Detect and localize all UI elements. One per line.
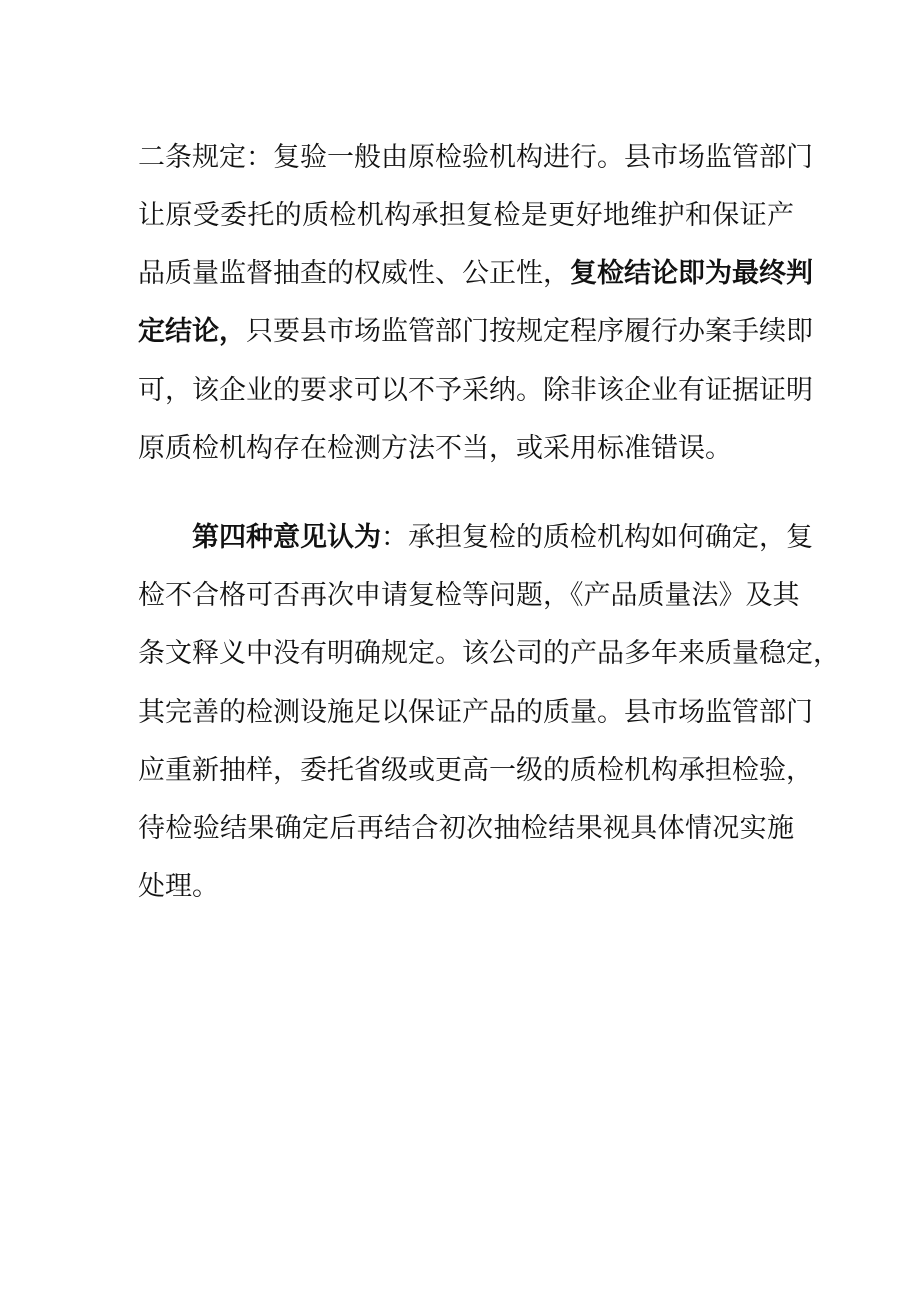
paragraph-1-line-4-bold: 定结论， [138,316,246,347]
paragraph-1-line-1: 二条规定：复验一般由原检验机构进行。县市场监管部门 [138,142,813,173]
paragraph-2-line-3: 条文释义中没有明确规定。该公司的产品多年来质量稳定， [138,638,840,669]
paragraph-2-line-1-regular: ：承担复检的质检机构如何确定，复 [381,522,813,553]
paragraph-1-line-3 [138,254,813,294]
paragraph-1-line-3-bold: 复检结论即为最终判 [570,258,813,289]
paragraph-1-line-4-regular: 只要县市场监管部门按规定程序履行办案手续即 [246,316,813,347]
paragraph-1-line-5: 可，该企业的要求可以不予采纳。除非该企业有证据证明 [138,375,813,406]
paragraph-2-line-1-bold: 第四种意见认为 [192,522,381,553]
paragraph-1-line-3-regular: 品质量监督抽查的权威性、公正性， [138,258,570,289]
paragraph-2-line-1 [192,518,813,558]
paragraph-1-line-4 [138,312,813,352]
paragraph-2-line-6: 待检验结果确定后再结合初次抽检结果视具体情况实施 [138,813,794,844]
paragraph-1-line-2: 让原受委托的质检机构承担复检是更好地维护和保证产 [138,200,794,231]
paragraph-2-line-7: 处理。 [138,871,219,902]
paragraph-1-line-6: 原质检机构存在检测方法不当，或采用标准错误。 [138,433,732,464]
paragraph-2-line-2: 检不合格可否再次申请复检等问题，《产品质量法》及其 [138,580,800,611]
paragraph-2-line-5: 应重新抽样，委托省级或更高一级的质检机构承担检验， [138,755,813,786]
paragraph-2-line-4: 其完善的检测设施足以保证产品的质量。县市场监管部门 [138,697,813,728]
